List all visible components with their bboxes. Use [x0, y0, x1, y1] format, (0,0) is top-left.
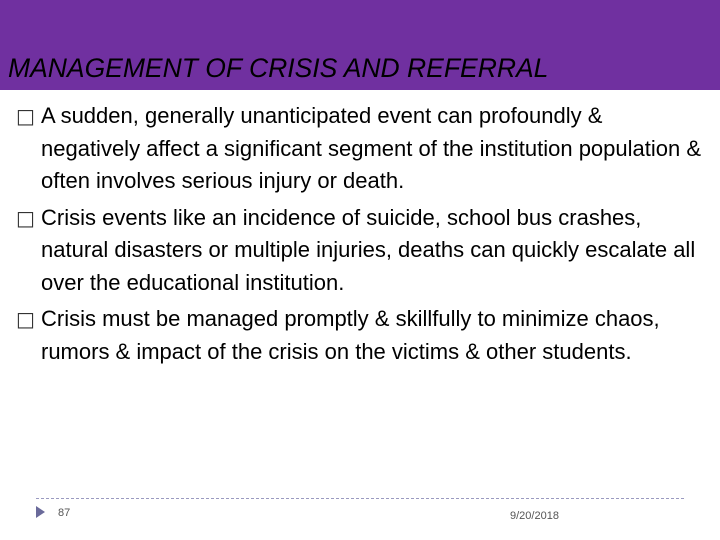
bullet-text: A sudden, generally unanticipated event can profoundly & negatively affect a significant segment of the institution population & often involves serious injury or death. — [41, 103, 702, 193]
square-bullet-icon: □ — [16, 205, 35, 230]
bullet-text: Crisis events like an incidence of suicide, school bus crashes, natural disasters or multiple injuries, deaths can quickly escalate all over the educational institution. — [41, 204, 696, 295]
bullet-item — [16, 100, 706, 198]
footer-date: 9/20/2018 — [510, 510, 559, 522]
bullet-item — [16, 303, 706, 368]
bullet-list — [16, 100, 706, 372]
page-number: 87 — [58, 507, 71, 519]
square-bullet-icon: □ — [16, 104, 35, 128]
arrow-right-icon — [36, 506, 45, 518]
bullet-text: Crisis must be managed promptly & skillfully to minimize chaos, rumors & impact of the crisis on the victims & other students. — [41, 306, 660, 364]
footer-divider — [36, 498, 684, 499]
bullet-item — [16, 202, 706, 300]
square-bullet-icon: □ — [16, 307, 35, 331]
title-bar — [0, 0, 720, 90]
slide-title: MANAGEMENT OF CRISIS AND REFERRAL — [8, 53, 549, 83]
